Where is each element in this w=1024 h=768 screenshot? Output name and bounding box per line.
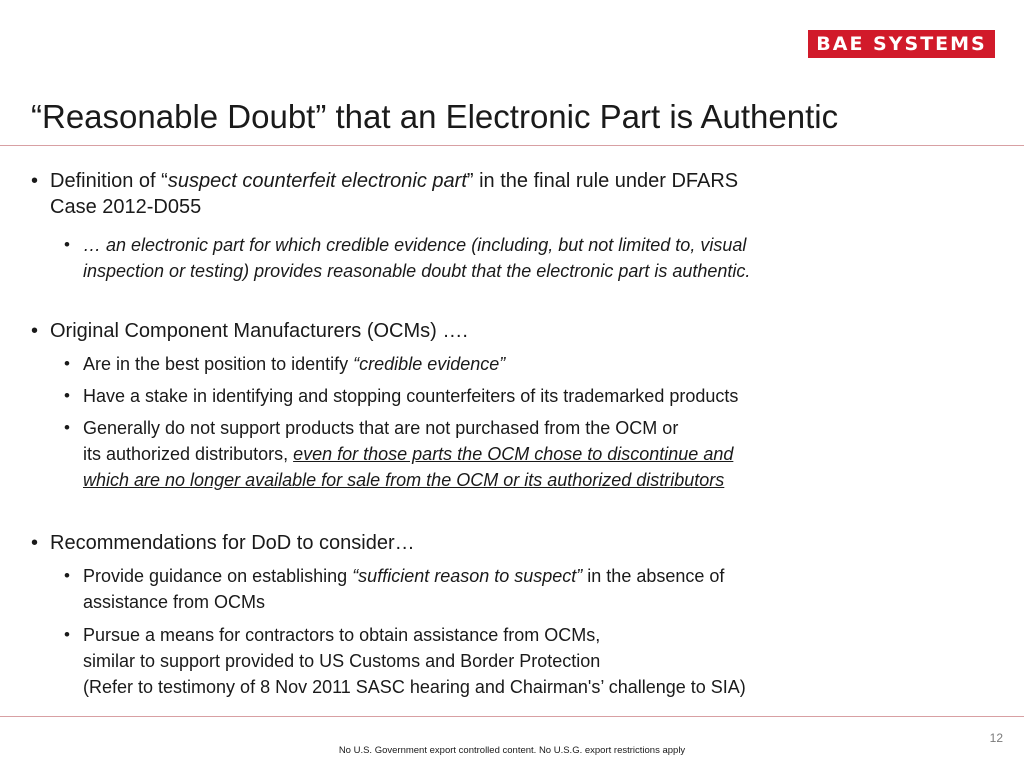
sub-bullet-ocms-1: • Are in the best position to identify “credible evidence” [83,351,505,377]
sub-bullet-recommendations-1: • Provide guidance on establishing “sufficient reason to suspect” in the absence of assistance from OCMs [83,563,724,615]
bullet-icon: • [64,235,70,254]
sub-bullet-ocms-2: • Have a stake in identifying and stopping counterfeiters of its trademarked products [83,383,738,409]
emphasis-underlined-2: which are no longer available for sale from the OCM or its authorized distributors [83,470,725,490]
ocms-heading: Original Component Manufacturers (OCMs) …. [50,320,468,342]
credible-evidence-term: “credible evidence” [353,354,506,374]
sub-bullet-definition-quote [64,232,751,284]
bullet-definition [31,168,739,220]
definition-line-1: Definition of “suspect counterfeit electronic part” in the final rule under DFARS [50,170,739,192]
sub-bullet-recommendations-2: • Pursue a means for contractors to obtain assistance from OCMs, similar to support provided to US Customs and Border Protection (Refer to testimony of 8 Nov 2011 SASC hearing and Chairman's’ challenge to SIA) [83,622,746,700]
bae-systems-logo: BAE SYSTEMS [808,30,995,58]
bullet-recommendations [31,530,415,556]
bullet-icon: • [64,566,70,585]
recommendations-heading: Recommendations for DoD to consider… [50,532,415,554]
bullet-icon: • [31,532,39,554]
bullet-icon: • [64,386,70,405]
sub-bullet-ocms-3: • Generally do not support products that are not purchased from the OCM or its authorized distributors, even for those parts the OCM chose to discontinue and which are no longer available for sale from the OCM or its authorized distributors [83,415,733,493]
quote-line-1: … an electronic part for which credible evidence (including, but not limited to, visual [83,235,747,255]
footer-divider [0,716,1024,717]
export-notice: No U.S. Government export controlled content. No U.S.G. export restrictions apply [338,745,686,756]
bullet-icon: • [64,354,70,373]
bullet-icon: • [31,170,39,192]
bullet-icon: • [31,320,39,342]
page-title: “Reasonable Doubt” that an Electronic Part is Authentic [31,98,839,135]
bullet-icon: • [64,418,70,437]
bullet-icon: • [64,625,70,644]
page-number: 12 [989,731,1003,745]
definition-line-2: Case 2012-D055 [50,196,202,218]
bullet-ocms [31,318,468,344]
emphasis-underlined-1: even for those parts the OCM chose to discontinue and [293,444,734,464]
title-divider [0,145,1024,146]
quote-line-2: inspection or testing) provides reasonable doubt that the electronic part is authentic. [83,261,751,281]
sufficient-reason-term: “sufficient reason to suspect” [352,566,583,586]
definition-term: suspect counterfeit electronic part [167,170,467,192]
